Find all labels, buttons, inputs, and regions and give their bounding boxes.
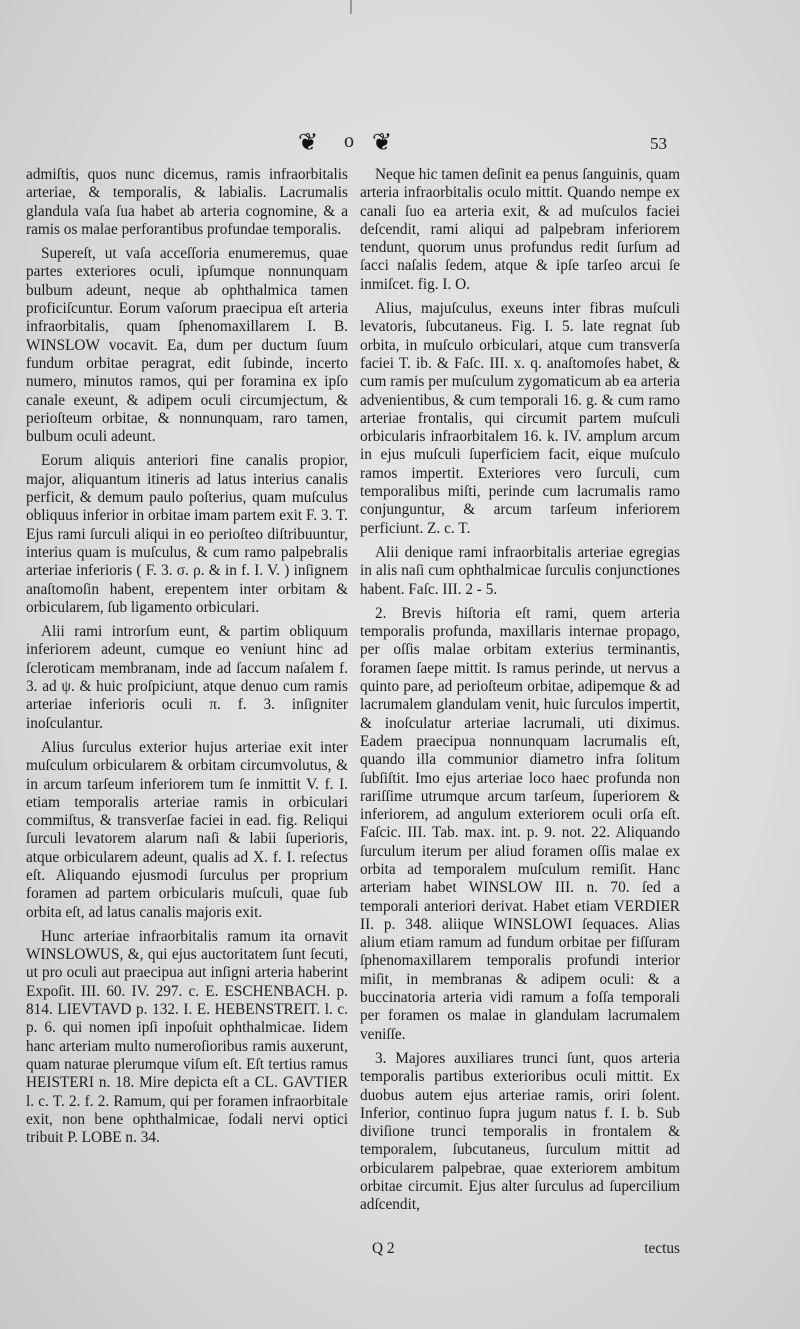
paragraph: Hunc arteriae infraorbitalis ramum ita ornavit WINSLOWUS, &, qui ejus auctoritatem ſunt ſecuti, ut pro oculi aut praecipua aut inſigni arteria haberint Expoſit. III. 60. IV. 297. c. E. ESCHENBACH. p. 814. LIEVTAVD p. 132. I. E. HEBENSTREIT. l. c. p. 6. qui nomen ipſi inpoſuit ophthalmicae. Iidem hanc arteriam multo numeroſioribus ramis auxerunt, quam naturae plerumque viſum eſt. Eſt tertius ramus HEISTERI n. 18. Mire depicta eſt a CL. GAVTIER l. c. T. 2. f. 2. Ramum, qui per foramen infraorbitale exit, non bene ophthalmicae, ſodali nervi optici tribuit P. LOBE n. 34. [26,927,348,1147]
paragraph: Alius ſurculus exterior hujus arteriae exit inter muſculum orbicularem & orbitam circumvolutus, & in arcum tarſeum inferiorem tum ſe inmittit V. f. I. etiam temporalis arteriae ramis in orbiculari commiſtus, & transverſae faciei in ead. fig. Reliqui ſurculi levatorem alarum naſi & labii ſuperioris, atque orbicularem adeunt, qualis ad X. f. I. reſectus eſt. Aliquando ejusmodi ſurculus per proprium foramen ad partem orbicularis muſculi, quae ſub orbita eſt, ad latus canalis majoris exit. [26,738,348,921]
right-column [360,166,680,1221]
paper-mark [350,0,352,14]
paragraph: 3. Majores auxiliares trunci ſunt, quos arteria temporalis partibus exterioribus oculi mittit. Ex duobus autem ejus arteriae ramis, oriri ſolent. Inferior, continuo ſupra jugum natus f. I. b. Sub diviſione trunci temporalis in frontalem & temporalem, ſubcutaneus, ſurculum mittit ad orbicularem palpebrae, quae exteriorem ambitum orbitae circumit. Ejus alter ſurculus ad ſupercilium adſcendit, [360,1049,680,1214]
ornament-left-icon: ❦ [298,130,317,156]
header-mark: o [344,130,354,152]
paragraph: Supereſt, ut vaſa acceſſoria enumeremus, quae partes exteriores oculi, ipſumque nonnunquam bulbum adeunt, neque ab ophthalmica tamen proficiſcuntur. Eorum vaſorum praecipua eſt arteria infraorbitalis, quam ſphenomaxillarem I. B. WINSLOW vocavit. Ea, dum per ductum ſuum fundum orbitae peragrat, edit ſubinde, incerto numero, minutos ramos, qui per foramina ex ipſo canale exeunt, & adipem oculi circumjectum, & perioſteum orbitae, & nonnunquam, raro tamen, bulbum oculi adeunt. [26,245,348,446]
signature-mark: Q 2 [372,1240,395,1257]
paragraph: Eorum aliquis anteriori fine canalis propior, major, aliquantum itineris ad latus interius canalis perficit, & demum paulo poſterius, quam muſculus obliquus inferior in orbitae imam partem exit F. 3. T. Ejus rami ſurculi aliqui in eo perioſteo diſtribuuntur, interius quam is muſculus, & cum ramo palpebralis arteriae inferioris ( F. 3. σ. ρ. & in f. I. V. ) inſignem anaſtomoſin habent, erepentem inter orbitam & orbicularem, ſub ligamento orbiculari. [26,452,348,616]
paragraph: 2. Brevis hiſtoria eſt rami, quem arteria temporalis profunda, maxillaris internae propago, per oſſis malae orbitam exterius terminantis, foramen ſaepe mittit. Is ramus perinde, ut nervus a quinto pare, ad perioſteum orbitae, adipemque & ad lacrumalem glandulam venit, huic ſurculos impertit, & inoſculatur arteriae lacrumali, uti diximus. Eadem praecipua nonnunquam lacrumalis eſt, quando illa communior diametro infra ſolitum ſubſiſtit. Imo ejus arteriae loco haec profunda non rariſſime utrumque arcum tarſeum, ſuperiorem & inferiorem, ad angulum exteriorem oculi orſa eſt. Faſcic. III. Tab. max. int. p. 9. not. 22. Aliquando ſurculum iterum per aliud foramen oſſis malae ex orbita ad temporalem muſculum remiſit. Hanc arteriam habet WINSLOW III. n. 70. ſed a temporali anteriori derivat. Habet etiam VERDIER II. p. 348. aliique WINSLOWI ſequaces. Alias alium etiam ramum ad fundum orbitae per fiſſuram ſphenomaxillarem temporalis profundi interior miſit, in membranas & adipem oculi: & a buccinatoria arteria vidi ramum a foſſa temporali per foramen os malae in glandulam lacrumalem veniſſe. [360,604,680,1043]
paragraph: admiſtis, quos nunc dicemus, ramis infraorbitalis arteriae, & temporalis, & labialis. Lacrumalis glandula vaſa ſua habet ab arteria cognomine, & a ramis os malae perforantibus profundae temporalis. [26,166,348,238]
left-column [26,166,348,1153]
page-footer [360,1240,680,1260]
paragraph: Neque hic tamen deſinit ea penus ſanguinis, quam arteria infraorbitalis oculo mittit. Quando nempe ex canali ſuo ea arteria exit, & ad muſculos faciei deſcendit, rami aliqui ad palpebram inferiorem tendunt, quorum unus profundus redit ſurſum ad ſacci naſalis ſedem, atque & ipſe tarſeo arcui ſe inmiſcet. fig. I. O. [360,166,681,293]
paragraph: Alii rami introrſum eunt, & partim obliquum inferiorem adeunt, cumque eo veniunt hinc ad ſcleroticam membranam, inde ad ſaccum naſalem f. 3. ad ψ. & huic proſpiciunt, atque denuo cum ramis arteriae inferioris oculi π. f. 3. inſigniter inoſculantur. [26,623,348,732]
paragraph: Alii denique rami infraorbitalis arteriae egregias in alis naſi cum ophthalmicae ſurculis conjunctiones habent. Faſc. III. 2 - 5. [360,543,680,598]
running-header [0,128,800,160]
page-number: 53 [650,134,667,153]
paragraph: Alius, majuſculus, exeuns inter fibras muſculi levatoris, ſubcutaneus. Fig. I. 5. late regnat ſub orbita, in muſculo orbiculari, atque cum transverſa faciei T. ib. & Faſc. III. x. q. anaſtomoſes habet, & cum ramis per muſculum zygomaticum ab ea arteria advenientibus, & cum temporali 16. g. & cum ramo arteriae frontalis, qui circumit partem muſculi orbicularis infraorbitalem 16. k. IV. amplum arcum in ejus muſculi ſuperficiem facit, eique muſculo ramos impertit. Exteriores vero ſurculi, cum temporalibus miſti, perinde cum lacrumalis ramo conjunguntur, & arcum tarſeum inferiorem perficiunt. Z. c. T. [360,300,680,537]
catchword: tectus [644,1240,680,1257]
ornament-right-icon: ❦ [372,130,391,156]
